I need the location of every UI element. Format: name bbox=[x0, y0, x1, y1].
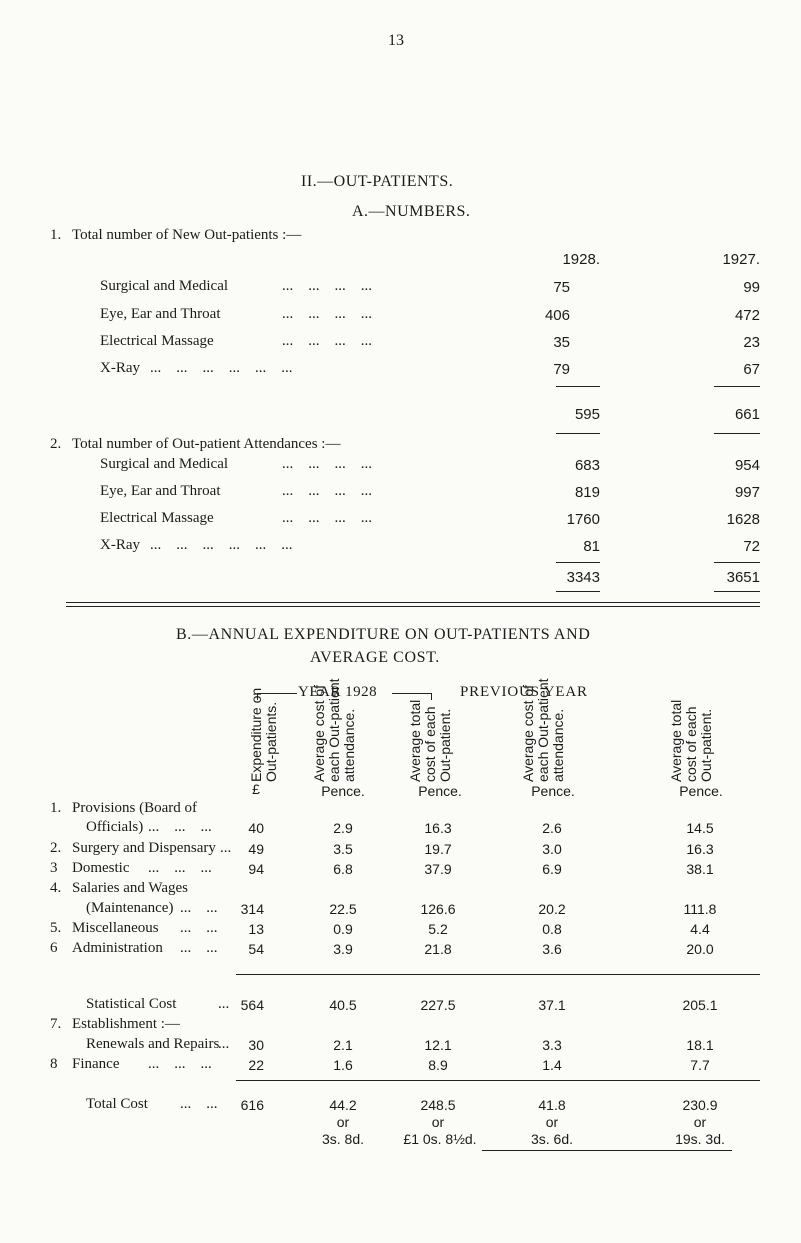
total-avg-total-prev: 230.9 bbox=[682, 1097, 718, 1113]
exp-row-dots: ... ... bbox=[180, 920, 218, 936]
statistical-avg-attendance-1928: 40.5 bbox=[329, 997, 357, 1013]
item1-row-1928: 75 bbox=[553, 279, 570, 296]
year-group-dash-right bbox=[392, 693, 432, 694]
item1-total-rule-1927 bbox=[714, 433, 760, 434]
item2-row-label: Eye, Ear and Throat bbox=[100, 483, 221, 499]
exp-cell-avg-total-1928: 37.9 bbox=[424, 861, 452, 877]
exp-cell-expenditure: 13 bbox=[248, 921, 264, 937]
col-header-line: Out-patient. bbox=[698, 708, 714, 782]
item2-row-1927: 954 bbox=[734, 457, 760, 474]
col-header-line: Expenditure on bbox=[248, 687, 264, 782]
exp-cell-avg-attendance-1928: 3.5 bbox=[333, 841, 353, 857]
establishment-index: 7. bbox=[50, 1016, 62, 1032]
item1-row-dots: ... ... ... ... ... ... bbox=[150, 360, 293, 376]
exp-row-index: 5. bbox=[50, 920, 62, 936]
exp-cell-avg-total-prev: 111.8 bbox=[683, 901, 717, 917]
item2-row-label: Surgical and Medical bbox=[100, 456, 229, 472]
total-alt-avg-attendance-prev: 3s. 6d. bbox=[530, 1131, 574, 1147]
item2-total-rule-1927 bbox=[714, 591, 760, 592]
total-alt-avg-total-prev: 19s. 3d. bbox=[675, 1131, 725, 1147]
item1-row-1928: 79 bbox=[553, 361, 570, 378]
total-avg-attendance-prev: 41.8 bbox=[538, 1097, 566, 1113]
renewals-dots: ... bbox=[218, 1036, 230, 1052]
col-header-line: Out-patients. bbox=[263, 701, 279, 782]
renewals-avg-attendance-prev: 3.3 bbox=[542, 1037, 562, 1053]
exp-cell-avg-attendance-prev: 3.0 bbox=[542, 841, 562, 857]
item2-total-1927: 3651 bbox=[726, 569, 760, 586]
item1-row-1927: 23 bbox=[743, 334, 760, 351]
previous-year-label: PREVIOUS YEAR bbox=[460, 684, 588, 700]
exp-row-index: 6 bbox=[50, 940, 58, 956]
item1-total-1928: 595 bbox=[574, 406, 600, 423]
total-rule bbox=[236, 1080, 760, 1081]
item2-row-1927: 72 bbox=[743, 538, 760, 555]
item1-index: 1. bbox=[50, 227, 62, 243]
section-separator-top bbox=[66, 602, 760, 603]
item1-row-1928: 406 bbox=[544, 307, 570, 324]
item2-row-1928: 81 bbox=[583, 538, 600, 555]
item1-total-rule-1928 bbox=[556, 433, 600, 434]
col-header-line: Out-patient. bbox=[437, 708, 453, 782]
closing-rule bbox=[482, 1150, 732, 1151]
exp-cell-expenditure: 40 bbox=[248, 820, 264, 836]
finance-label: Finance bbox=[72, 1056, 120, 1072]
item2-total-rule-1928 bbox=[556, 591, 600, 592]
exp-row-index: 4. bbox=[50, 880, 62, 896]
exp-cell-avg-attendance-prev: 2.6 bbox=[542, 820, 562, 836]
exp-cell-avg-total-1928: 19.7 bbox=[424, 841, 452, 857]
exp-cell-avg-total-1928: 126.6 bbox=[420, 901, 456, 917]
finance-expenditure: 22 bbox=[248, 1057, 264, 1073]
total-or: or bbox=[336, 1114, 350, 1130]
exp-row-index: 1. bbox=[50, 800, 62, 816]
item1-row-dots: ... ... ... ... bbox=[282, 278, 372, 294]
exp-row-label-cont: (Maintenance) bbox=[86, 900, 174, 916]
total-alt-avg-total-1928: £1 0s. 8½d. bbox=[403, 1131, 477, 1147]
statistical-avg-attendance-prev: 37.1 bbox=[538, 997, 566, 1013]
col-header-line: attendance. bbox=[550, 708, 566, 782]
item2-row-dots: ... ... ... ... bbox=[282, 510, 372, 526]
statistical-label: Statistical Cost bbox=[86, 996, 177, 1012]
statistical-expenditure: 564 bbox=[240, 997, 264, 1013]
item1-sum-rule-1928 bbox=[556, 386, 600, 387]
exp-row-dots: ... ... ... bbox=[148, 819, 212, 835]
col-header-line: Average cost of bbox=[311, 684, 327, 782]
unit-pence: Pence. bbox=[321, 783, 365, 799]
statistical-avg-total-1928: 227.5 bbox=[420, 997, 456, 1013]
total-expenditure: 616 bbox=[240, 1097, 264, 1113]
finance-index: 8 bbox=[50, 1056, 58, 1072]
unit-pounds: £ bbox=[252, 781, 260, 797]
col-header-avg-attendance-1928 bbox=[312, 678, 357, 782]
exp-cell-avg-attendance-1928: 2.9 bbox=[333, 820, 353, 836]
exp-row-label: Provisions (Board of bbox=[72, 800, 197, 816]
sub-b-title-line1: B.—ANNUAL EXPENDITURE ON OUT-PATIENTS AND bbox=[176, 626, 591, 643]
exp-cell-expenditure: 94 bbox=[248, 861, 264, 877]
exp-cell-avg-total-prev: 4.4 bbox=[690, 921, 710, 937]
col-header-line: each Out-patient bbox=[535, 678, 551, 782]
item1-row-dots: ... ... ... ... bbox=[282, 333, 372, 349]
year-header-1927: 1927. bbox=[722, 251, 760, 268]
col-header-avg-total-prev bbox=[669, 700, 714, 782]
exp-cell-avg-total-1928: 16.3 bbox=[424, 820, 452, 836]
item2-row-label: X-Ray bbox=[100, 537, 140, 553]
item1-row-1928: 35 bbox=[553, 334, 570, 351]
renewals-label: Renewals and Repairs bbox=[86, 1036, 220, 1052]
total-or: or bbox=[693, 1114, 707, 1130]
renewals-avg-total-1928: 12.1 bbox=[424, 1037, 452, 1053]
exp-cell-avg-total-prev: 14.5 bbox=[686, 820, 714, 836]
item1-row-label: Electrical Massage bbox=[100, 333, 214, 349]
item1-row-label: Surgical and Medical bbox=[100, 278, 229, 294]
total-avg-attendance-1928: 44.2 bbox=[329, 1097, 357, 1113]
year-header-1928: 1928. bbox=[562, 251, 600, 268]
section-title: II.—OUT-PATIENTS. bbox=[301, 173, 454, 190]
item2-title: Total number of Out-patient Attendances :— bbox=[72, 436, 341, 452]
item1-row-1927: 472 bbox=[734, 307, 760, 324]
item1-row-1927: 99 bbox=[743, 279, 760, 296]
renewals-avg-total-prev: 18.1 bbox=[686, 1037, 714, 1053]
exp-cell-avg-attendance-1928: 6.8 bbox=[333, 861, 353, 877]
item2-row-dots: ... ... ... ... bbox=[282, 483, 372, 499]
exp-cell-avg-attendance-1928: 3.9 bbox=[333, 941, 353, 957]
exp-cell-avg-total-prev: 16.3 bbox=[686, 841, 714, 857]
exp-row-dots: ... ... bbox=[180, 940, 218, 956]
item2-row-1928: 819 bbox=[574, 484, 600, 501]
item2-row-1927: 1628 bbox=[726, 511, 760, 528]
exp-row-dots: ... ... bbox=[180, 900, 218, 916]
exp-row-label-cont: Officials) bbox=[86, 819, 144, 835]
item1-row-1927: 67 bbox=[743, 361, 760, 378]
item1-row-label: Eye, Ear and Throat bbox=[100, 306, 221, 322]
finance-avg-total-prev: 7.7 bbox=[690, 1057, 710, 1073]
total-label: Total Cost bbox=[86, 1096, 148, 1112]
item2-sum-rule-1928 bbox=[556, 562, 600, 563]
exp-row-label: Miscellaneous bbox=[72, 920, 159, 936]
year-group-text: YEAR 1928 bbox=[298, 684, 378, 700]
sub-b-title-line2: AVERAGE COST. bbox=[310, 649, 440, 666]
item1-sum-rule-1927 bbox=[714, 386, 760, 387]
exp-cell-expenditure: 54 bbox=[248, 941, 264, 957]
item1-title: Total number of New Out-patients :— bbox=[72, 227, 302, 243]
exp-cell-avg-attendance-prev: 20.2 bbox=[538, 901, 566, 917]
exp-cell-avg-total-prev: 38.1 bbox=[686, 861, 714, 877]
exp-row-dots: ... bbox=[220, 840, 232, 856]
unit-pence: Pence. bbox=[679, 783, 723, 799]
statistical-avg-total-prev: 205.1 bbox=[682, 997, 718, 1013]
exp-row-dots: ... ... ... bbox=[148, 860, 212, 876]
sub-a-title: A.—NUMBERS. bbox=[352, 203, 471, 220]
exp-row-label: Administration bbox=[72, 940, 163, 956]
item1-total-1927: 661 bbox=[734, 406, 760, 423]
exp-cell-avg-attendance-1928: 0.9 bbox=[333, 921, 353, 937]
col-header-expenditure bbox=[249, 688, 279, 782]
finance-avg-attendance-1928: 1.6 bbox=[333, 1057, 353, 1073]
exp-row-label: Surgery and Dispensary bbox=[72, 840, 216, 856]
total-dots: ... ... bbox=[180, 1096, 218, 1112]
item2-row-1927: 997 bbox=[734, 484, 760, 501]
total-or: or bbox=[545, 1114, 559, 1130]
page-number: 13 bbox=[388, 32, 404, 49]
item2-row-1928: 683 bbox=[574, 457, 600, 474]
exp-row-label: Domestic bbox=[72, 860, 130, 876]
exp-cell-avg-attendance-prev: 6.9 bbox=[542, 861, 562, 877]
item2-row-dots: ... ... ... ... bbox=[282, 456, 372, 472]
exp-cell-avg-total-1928: 21.8 bbox=[424, 941, 452, 957]
col-header-line: attendance. bbox=[341, 708, 357, 782]
col-header-line: Average total bbox=[668, 699, 684, 782]
col-header-avg-attendance-prev bbox=[521, 678, 566, 782]
renewals-avg-attendance-1928: 2.1 bbox=[333, 1037, 353, 1053]
establishment-label: Establishment :— bbox=[72, 1016, 180, 1032]
item1-row-label: X-Ray bbox=[100, 360, 140, 376]
col-header-line: Average cost of bbox=[520, 684, 536, 782]
exp-cell-avg-total-1928: 5.2 bbox=[428, 921, 448, 937]
item2-row-1928: 1760 bbox=[566, 511, 600, 528]
exp-row-label: Salaries and Wages bbox=[72, 880, 188, 896]
col-header-line: cost of each bbox=[422, 706, 438, 782]
item2-sum-rule-1927 bbox=[714, 562, 760, 563]
item2-row-dots: ... ... ... ... ... ... bbox=[150, 537, 293, 553]
statistical-dots: ... bbox=[218, 996, 230, 1012]
finance-avg-total-1928: 8.9 bbox=[428, 1057, 448, 1073]
item2-row-label: Electrical Massage bbox=[100, 510, 214, 526]
exp-cell-expenditure: 314 bbox=[240, 901, 264, 917]
section-separator-bottom bbox=[66, 606, 760, 607]
exp-cell-avg-attendance-prev: 0.8 bbox=[542, 921, 562, 937]
exp-cell-avg-attendance-prev: 3.6 bbox=[542, 941, 562, 957]
unit-pence: Pence. bbox=[531, 783, 575, 799]
col-header-line: Average total bbox=[407, 699, 423, 782]
finance-avg-attendance-prev: 1.4 bbox=[542, 1057, 562, 1073]
renewals-expenditure: 30 bbox=[248, 1037, 264, 1053]
finance-dots: ... ... ... bbox=[148, 1056, 212, 1072]
item2-total-1928: 3343 bbox=[566, 569, 600, 586]
exp-cell-expenditure: 49 bbox=[248, 841, 264, 857]
exp-row-index: 3 bbox=[50, 860, 58, 876]
col-header-avg-total-1928 bbox=[408, 700, 453, 782]
unit-pence: Pence. bbox=[418, 783, 462, 799]
col-header-line: cost of each bbox=[683, 706, 699, 782]
statistical-rule bbox=[236, 974, 760, 975]
total-avg-total-1928: 248.5 bbox=[420, 1097, 456, 1113]
col-header-line: each Out-patient bbox=[326, 678, 342, 782]
exp-cell-avg-attendance-1928: 22.5 bbox=[329, 901, 357, 917]
total-alt-avg-attendance-1928: 3s. 8d. bbox=[321, 1131, 365, 1147]
exp-row-index: 2. bbox=[50, 840, 62, 856]
total-or: or bbox=[431, 1114, 445, 1130]
item1-row-dots: ... ... ... ... bbox=[282, 306, 372, 322]
exp-cell-avg-total-prev: 20.0 bbox=[686, 941, 714, 957]
item2-index: 2. bbox=[50, 436, 62, 452]
